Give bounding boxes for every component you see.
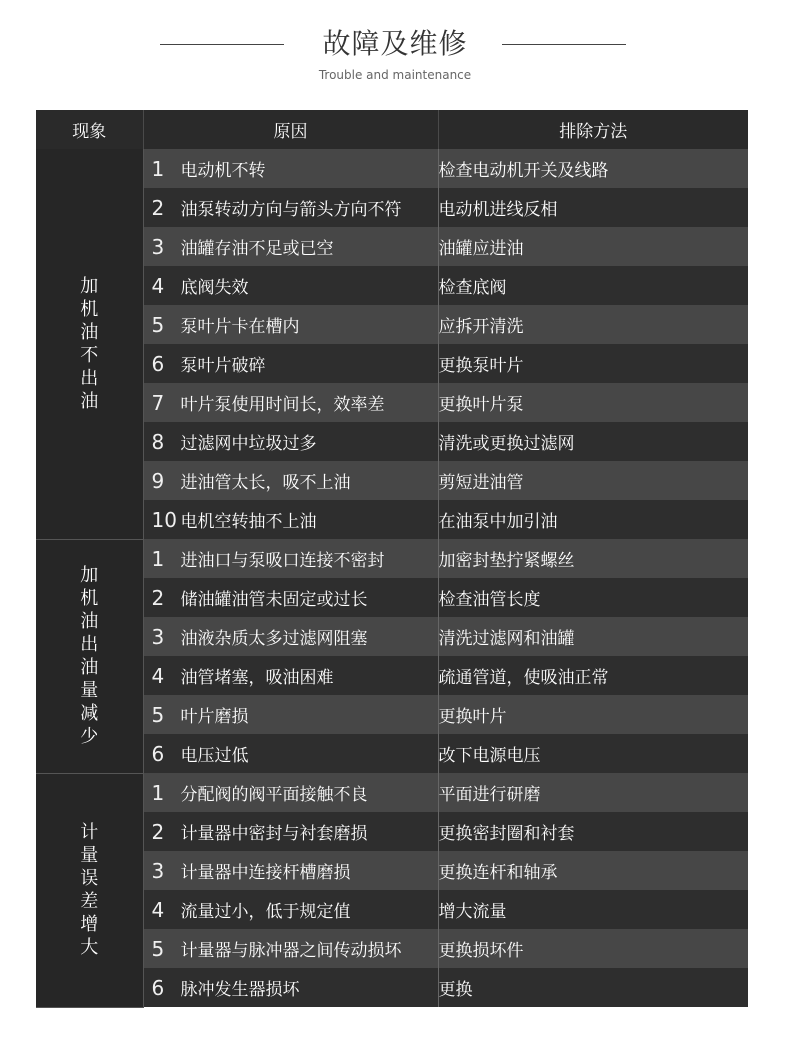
cause-cell <box>143 578 438 617</box>
remedy-cell: 更换损坏件 <box>438 929 748 968</box>
title-divider-right <box>502 44 626 45</box>
remedy-cell: 更换叶片 <box>438 695 748 734</box>
cause-text: 计量器中连接杆槽磨损 <box>180 863 351 883</box>
cause-cell <box>143 851 438 890</box>
cause-text: 进油口与泵吸口连接不密封 <box>180 551 385 571</box>
page-title: 故障及维修 <box>322 27 468 60</box>
cause-cell <box>143 461 438 500</box>
troubleshooting-table <box>36 110 748 1008</box>
table-row <box>36 461 748 500</box>
cause-cell <box>143 695 438 734</box>
remedy-cell: 增大流量 <box>438 890 748 929</box>
remedy-cell: 在油泵中加引油 <box>438 500 748 539</box>
row-number: 3 <box>151 235 165 259</box>
table-row <box>36 422 748 461</box>
cause-cell <box>143 149 438 188</box>
cause-text: 分配阀的阀平面接触不良 <box>180 785 368 805</box>
cause-text: 电压过低 <box>180 746 249 766</box>
remedy-cell: 平面进行研磨 <box>438 773 748 812</box>
cause-cell <box>143 773 438 812</box>
row-number: 4 <box>151 274 165 298</box>
cause-cell <box>143 344 438 383</box>
remedy-cell: 更换叶片泵 <box>438 383 748 422</box>
row-number: 6 <box>151 976 165 1000</box>
table-row <box>36 266 748 305</box>
remedy-cell: 更换密封圈和衬套 <box>438 812 748 851</box>
cause-cell <box>143 188 438 227</box>
cause-cell <box>143 812 438 851</box>
cause-cell <box>143 617 438 656</box>
remedy-cell: 清洗过滤网和油罐 <box>438 617 748 656</box>
remedy-cell: 油罐应进油 <box>438 227 748 266</box>
remedy-cell: 加密封垫拧紧螺丝 <box>438 539 748 578</box>
table-row <box>36 227 748 266</box>
cause-text: 叶片磨损 <box>180 707 249 727</box>
cause-cell <box>143 929 438 968</box>
cause-text: 计量器中密封与衬套磨损 <box>180 824 368 844</box>
row-number: 2 <box>151 196 165 220</box>
remedy-cell: 应拆开清洗 <box>438 305 748 344</box>
phenomenon-cell <box>36 773 143 1007</box>
remedy-cell: 更换泵叶片 <box>438 344 748 383</box>
cause-cell <box>143 539 438 578</box>
row-number: 2 <box>151 820 165 844</box>
row-number: 5 <box>151 937 165 961</box>
column-header-cause: 原因 <box>143 110 438 149</box>
remedy-cell: 剪短进油管 <box>438 461 748 500</box>
remedy-cell: 检查底阀 <box>438 266 748 305</box>
table-row <box>36 812 748 851</box>
table-row <box>36 578 748 617</box>
cause-cell <box>143 656 438 695</box>
cause-text: 电机空转抽不上油 <box>180 512 317 532</box>
cause-text: 脉冲发生器损坏 <box>180 980 300 1000</box>
cause-text: 泵叶片卡在槽内 <box>180 317 300 337</box>
table-row <box>36 305 748 344</box>
remedy-cell: 清洗或更换过滤网 <box>438 422 748 461</box>
cause-text: 油管堵塞，吸油困难 <box>180 668 334 688</box>
phenomenon-label: 加机油出油量减少 <box>80 565 99 747</box>
table-row <box>36 773 748 812</box>
remedy-cell: 检查电动机开关及线路 <box>438 149 748 188</box>
table-header-row <box>36 110 748 149</box>
phenomenon-cell <box>36 149 143 539</box>
table-body <box>36 149 748 1007</box>
row-number: 3 <box>151 625 165 649</box>
row-number: 6 <box>151 352 165 376</box>
cause-text: 电动机不转 <box>180 161 266 181</box>
column-header-phenomenon: 现象 <box>36 110 143 149</box>
remedy-cell: 电动机进线反相 <box>438 188 748 227</box>
row-number: 2 <box>151 586 165 610</box>
cause-text: 计量器与脉冲器之间传动损坏 <box>180 941 402 961</box>
page-subtitle: Trouble and maintenance <box>318 68 472 82</box>
phenomenon-label: 计量误差增大 <box>80 822 99 958</box>
table-row <box>36 539 748 578</box>
table-row <box>36 968 748 1007</box>
row-number: 7 <box>151 391 165 415</box>
cause-cell <box>143 305 438 344</box>
cause-text: 油泵转动方向与箭头方向不符 <box>180 200 402 220</box>
page-header <box>0 0 790 100</box>
remedy-cell: 更换连杆和轴承 <box>438 851 748 890</box>
row-number: 5 <box>151 703 165 727</box>
row-number: 4 <box>151 898 165 922</box>
row-number: 10 <box>151 508 177 532</box>
table-row <box>36 344 748 383</box>
table-row <box>36 734 748 773</box>
cause-cell <box>143 227 438 266</box>
cause-cell <box>143 383 438 422</box>
table-row <box>36 695 748 734</box>
remedy-cell: 检查油管长度 <box>438 578 748 617</box>
cause-text: 过滤网中垃圾过多 <box>180 434 317 454</box>
cause-text: 底阀失效 <box>180 278 249 298</box>
table-row <box>36 851 748 890</box>
table-row <box>36 188 748 227</box>
table-row <box>36 929 748 968</box>
remedy-cell: 疏通管道，使吸油正常 <box>438 656 748 695</box>
cause-text: 油液杂质太多过滤网阻塞 <box>180 629 368 649</box>
row-number: 6 <box>151 742 165 766</box>
cause-text: 叶片泵使用时间长，效率差 <box>180 395 385 415</box>
table-row <box>36 617 748 656</box>
cause-text: 进油管太长，吸不上油 <box>180 473 351 493</box>
row-number: 3 <box>151 859 165 883</box>
table-row <box>36 500 748 539</box>
phenomenon-cell <box>36 539 143 773</box>
row-number: 1 <box>151 781 165 805</box>
phenomenon-label: 加机油不出油 <box>80 275 99 412</box>
remedy-cell: 更换 <box>438 968 748 1007</box>
row-number: 1 <box>151 157 165 181</box>
table-row <box>36 890 748 929</box>
table-row <box>36 149 748 188</box>
cause-cell <box>143 968 438 1007</box>
cause-cell <box>143 422 438 461</box>
column-header-remedy: 排除方法 <box>438 110 748 149</box>
cause-cell <box>143 500 438 539</box>
row-number: 5 <box>151 313 165 337</box>
cause-text: 储油罐油管未固定或过长 <box>180 590 368 610</box>
row-number: 9 <box>151 469 165 493</box>
cause-cell <box>143 890 438 929</box>
table-row <box>36 656 748 695</box>
table-row <box>36 383 748 422</box>
cause-text: 泵叶片破碎 <box>180 356 266 376</box>
row-number: 4 <box>151 664 165 688</box>
row-number: 8 <box>151 430 165 454</box>
cause-text: 油罐存油不足或已空 <box>180 239 334 259</box>
cause-cell <box>143 734 438 773</box>
remedy-cell: 改下电源电压 <box>438 734 748 773</box>
row-number: 1 <box>151 547 165 571</box>
cause-text: 流量过小，低于规定值 <box>180 902 351 922</box>
cause-cell <box>143 266 438 305</box>
